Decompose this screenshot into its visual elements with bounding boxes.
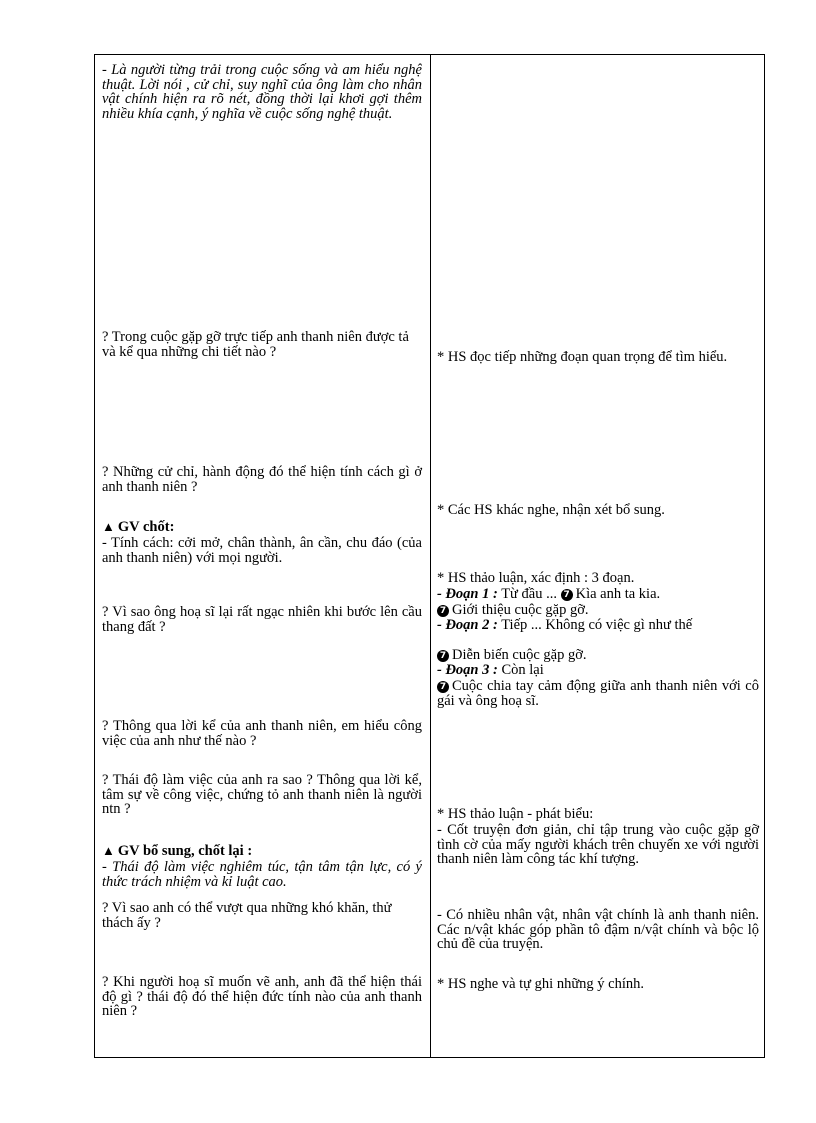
right-note-3: * HS thảo luận, xác định : 3 đoạn. [437, 570, 635, 586]
doan-2-desc: 7 Diễn biến cuộc gặp gỡ. [437, 648, 759, 663]
question-7: ? Khi người hoạ sĩ muốn vẽ anh, anh đã thể hiện thái độ gì ? thái độ đó thể hiện đức tính nào của anh thanh niên ? [102, 974, 422, 1019]
right-note-2: * Các HS khác nghe, nhận xét bổ sung. [437, 502, 665, 518]
right-note-6: - Có nhiều nhân vật, nhân vật chính là anh thanh niên. Các n/vật khác góp phần tô đậm n/vật chính và bộc lộ chủ đề của truyện. [437, 907, 759, 952]
numbered-bullet-icon: 7 [437, 605, 449, 617]
gv-chot-heading: ▲ GV chốt: [102, 519, 175, 535]
doan-1: - Đoạn 1 : Từ đầu ... 7 Kìa anh ta kia. [437, 586, 661, 602]
gv-bosung-answer: - Thái độ làm việc nghiêm túc, tận tâm tận lực, có ý thức trách nhiệm và kỉ luật cao. [102, 859, 422, 890]
doan-1-desc: 7 Giới thiệu cuộc gặp gỡ. [437, 603, 759, 618]
doan-2: - Đoạn 2 : Tiếp ... Không có việc gì như thế [437, 617, 693, 633]
up-arrow-icon: ▲ [102, 519, 115, 534]
question-4: ? Thông qua lời kể của anh thanh niên, em hiểu công việc của anh như thế nào ? [102, 718, 422, 749]
right-note-1: * HS đọc tiếp những đoạn quan trọng để tìm hiểu. [437, 349, 728, 365]
numbered-bullet-icon: 7 [561, 589, 573, 601]
question-3: ? Vì sao ông hoạ sĩ lại rất ngạc nhiên khi bước lên cầu thang đất ? [102, 604, 422, 635]
right-note-5: - Cốt truyện đơn giản, chỉ tập trung vào cuộc gặp gỡ tình cờ của mấy người khách trên chuyến xe với người thanh niên làm công tác khí tượng. [437, 822, 759, 867]
question-1: ? Trong cuộc gặp gỡ trực tiếp anh thanh niên được tả và kể qua những chi tiết nào ? [102, 329, 409, 360]
up-arrow-icon: ▲ [102, 843, 115, 858]
question-5: ? Thái độ làm việc của anh ra sao ? Thông qua lời kể, tâm sự về công việc, chứng tỏ anh thanh niên là người ntn ? [102, 772, 422, 817]
question-2: ? Những cử chỉ, hành động đó thể hiện tính cách gì ở anh thanh niên ? [102, 464, 422, 495]
right-note-4: * HS thảo luận - phát biểu: [437, 806, 594, 822]
doan-3: - Đoạn 3 : Còn lại [437, 662, 544, 678]
right-note-7: * HS nghe và tự ghi những ý chính. [437, 976, 645, 992]
numbered-bullet-icon: 7 [437, 650, 449, 662]
gv-chot-answer: - Tính cách: cởi mở, chân thành, ân cần, chu đáo (của anh thanh niên) với mọi người. [102, 535, 422, 566]
column-divider [430, 55, 431, 1057]
numbered-bullet-icon: 7 [437, 681, 449, 693]
lesson-table [94, 54, 765, 1058]
doan-3-desc: 7 Cuộc chia tay cảm động giữa anh thanh niên với cô gái và ông hoạ sĩ. [437, 678, 759, 709]
gv-bosung-heading: ▲ GV bổ sung, chốt lại : [102, 843, 253, 859]
question-6: ? Vì sao anh có thể vượt qua những khó khăn, thử thách ấy ? [102, 900, 392, 931]
left-note-1: - Là người từng trải trong cuộc sống và am hiểu nghệ thuật. Lời nói , cử chỉ, suy nghĩ của ông làm cho nhân vật chính hiện ra rõ nét, đồng thời lại khơi gợi thêm nhiều khía cạnh, ý nghĩa về cuộc sống nghệ thuật. [102, 62, 422, 122]
